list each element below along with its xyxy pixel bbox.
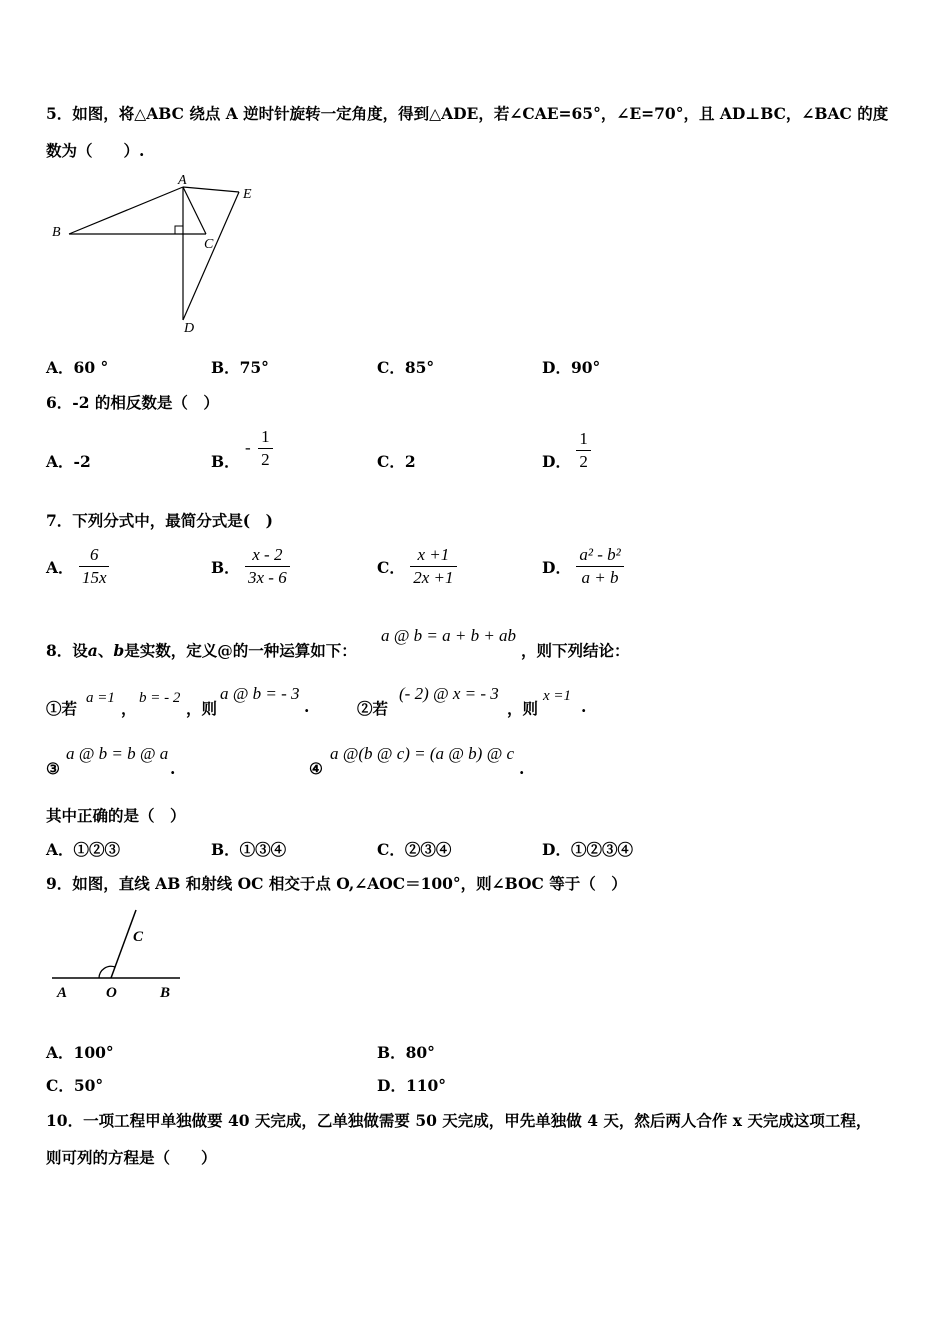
q5-stem-line1: 5．如图，将△ABC 绕点 A 逆时针旋转一定角度，得到△ADE，若∠CAE=65°，∠E=70°，且 AD⊥BC，∠BAC 的度 <box>46 104 889 123</box>
q9-stem: 9．如图，直线 AB 和射线 OC 相交于点 O,∠AOC＝100°，则∠BOC 等于（ ） <box>46 874 627 893</box>
q8-s1-cond-b: b = - 2 <box>139 690 181 706</box>
q8-s2-result: x =1 <box>543 688 572 704</box>
q6-option-c[interactable]: C．2 <box>377 452 416 471</box>
q5-label-c: C <box>204 237 214 252</box>
q8-option-b[interactable]: B．①③④ <box>211 840 287 859</box>
q7-stem: 7．下列分式中，最简分式是( ) <box>46 511 273 530</box>
q7-option-b[interactable]: B． $\frac{x - 2}{3x - 6}$ <box>211 546 290 587</box>
q9-label-b: B <box>160 985 171 1001</box>
q8-s1-comma: ， <box>121 699 137 718</box>
q5-label-d: D <box>184 321 195 336</box>
q8-option-d[interactable]: D．①②③④ <box>542 840 633 859</box>
q5-label-a: A <box>178 173 187 188</box>
q8-s1-then: ，则 <box>186 699 218 718</box>
q8-s3-expr: a @ b = b @ a <box>66 744 169 763</box>
q7-d-fraction: $\frac{\text{a² - b²}}{a + b}$ <box>576 546 623 587</box>
q7-b-fraction: $\frac{x - 2}{3x - 6}$ <box>245 546 290 587</box>
q8-stem-tail: ，则下列结论： <box>521 641 630 660</box>
q8-s1-result: a @ b = - 3 <box>220 684 300 703</box>
q9-option-b[interactable]: B．80° <box>377 1043 435 1062</box>
q8-s2-end: . <box>581 697 587 716</box>
q8-stem: 8．设a、b是实数，定义@的一种运算如下： <box>46 641 357 660</box>
q9-option-d[interactable]: D．110° <box>377 1076 447 1095</box>
q8-s4-end: . <box>519 759 525 778</box>
q8-statement-4: ④ <box>309 759 323 778</box>
q8-s2-cond: (- 2) @ x = - 3 <box>399 684 499 703</box>
q5-option-c[interactable]: C．85° <box>377 358 435 377</box>
q10-stem-line1: 10．一项工程甲单独做要 40 天完成，乙单独做需要 50 天完成，甲先单独做 4 天，然后两人合作 x 天完成这项工程， <box>46 1111 872 1130</box>
q8-s1-cond-a: a =1 <box>86 690 115 706</box>
q8-statement-2: ②若 <box>357 699 389 718</box>
q6-stem: 6．-2 的相反数是（ ） <box>46 393 219 412</box>
q8-s4-expr: a @(b @ c) = (a @ b) @ c <box>330 744 515 763</box>
q6-option-a[interactable]: A．-2 <box>46 452 91 471</box>
q8-s1-end: . <box>304 697 310 716</box>
q6-option-b[interactable]: B． - $\frac{1}{2}$ <box>211 424 273 472</box>
q7-option-d[interactable]: D． $\frac{\text{a² - b²}}{a + b}$ <box>542 546 624 587</box>
q9-option-a[interactable]: A．100° <box>46 1043 114 1062</box>
q5-label-b: B <box>52 225 61 240</box>
q8-statement-3: ③ <box>46 759 60 778</box>
q8-s3-end: . <box>170 759 176 778</box>
q5-stem-line2: 数为（ ）. <box>46 141 145 160</box>
q9-label-c: C <box>133 929 144 945</box>
q7-option-c[interactable]: C． $\frac{x +1}{2x +1}$ <box>377 546 457 587</box>
q7-a-fraction: $\frac{6}{15x}$ <box>79 546 110 587</box>
q7-c-fraction: $\frac{x +1}{2x +1}$ <box>410 546 456 587</box>
q6-b-fraction: $\frac{1}{2}$ <box>258 428 273 469</box>
q9-angle-figure <box>46 904 191 1004</box>
q9-option-c[interactable]: C．50° <box>46 1076 104 1095</box>
q6-d-fraction: $\frac{1}{2}$ <box>576 430 591 471</box>
q7-option-a[interactable]: A． $\frac{6}{15x}$ <box>46 546 109 587</box>
q8-ask: 其中正确的是（ ） <box>46 806 186 825</box>
q8-option-a[interactable]: A．①②③ <box>46 840 121 859</box>
q10-stem-line2: 则可列的方程是（ ） <box>46 1148 217 1167</box>
q9-label-o: O <box>106 985 117 1001</box>
q9-label-a: A <box>57 985 68 1001</box>
q5-option-a[interactable]: A．60 ° <box>46 358 109 377</box>
q5-option-b[interactable]: B．75° <box>211 358 269 377</box>
q8-s2-then: ，则 <box>507 699 539 718</box>
q5-option-d[interactable]: D．90° <box>542 358 601 377</box>
q8-option-c[interactable]: C．②③④ <box>377 840 452 859</box>
q8-definition: a @ b = a + b + ab <box>381 626 517 645</box>
q6-option-d[interactable]: D． $\frac{1}{2}$ <box>542 428 591 472</box>
q8-statement-1: ①若 <box>46 699 78 718</box>
q5-label-e: E <box>243 187 252 202</box>
q5-triangle-figure <box>40 168 270 338</box>
